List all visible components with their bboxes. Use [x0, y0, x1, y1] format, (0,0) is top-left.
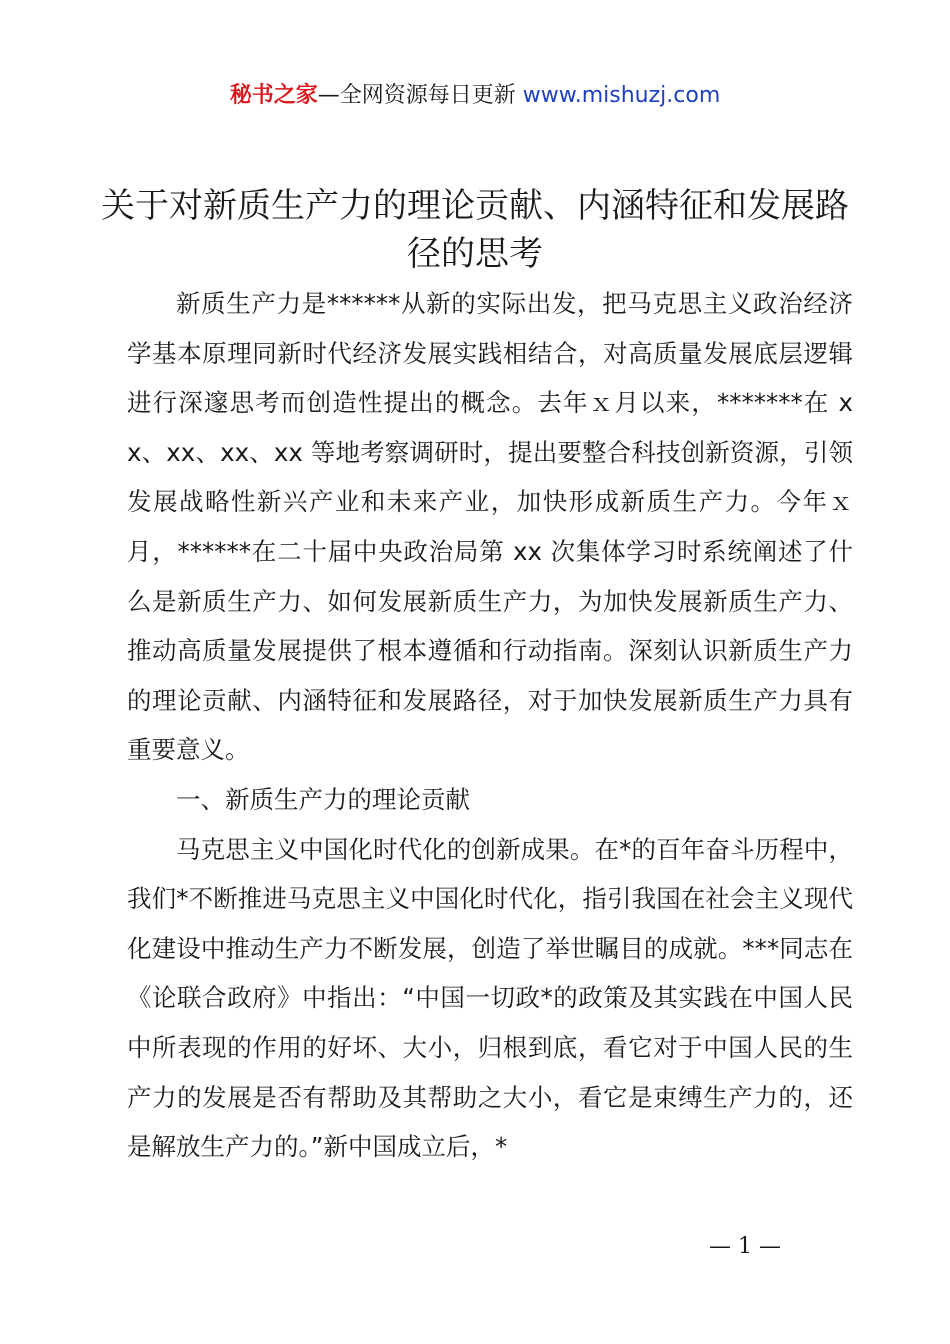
- page-number: — 1 —: [709, 1234, 781, 1259]
- site-header: [0, 80, 950, 112]
- document-body: [127, 279, 853, 1172]
- paragraph-intro: 新质生产力是******从新的实际出发，把马克思主义政治经济学基本原理同新时代经济发展实践相结合，对高质量发展底层逻辑进行深邃思考而创造性提出的概念。去年ｘ月以来，*******在 xx、xx、xx、xx 等地考察调研时，提出要整合科技创新资源，引领发展战略性新兴产业和未来产业，加快形成新质生产力。今年ｘ月，******在二十届中央政治局第 xx 次集体学习时系统阐述了什么是新质生产力、如何发展新质生产力，为加快发展新质生产力、推动高质量发展提供了根本遵循和行动指南。深刻认识新质生产力的理论贡献、内涵特征和发展路径，对于加快发展新质生产力具有重要意义。: [127, 289, 853, 765]
- document-title: 关于对新质生产力的理论贡献、内涵特征和发展路径的思考: [101, 186, 849, 274]
- paragraph-section-one: 马克思主义中国化时代化的创新成果。在*的百年奋斗历程中，我们*不断推进马克思主义中国化时代化，指引我国在社会主义现代化建设中推动生产力不断发展，创造了举世瞩目的成就。***同志在《论联合政府》中指出：“中国一切政*的政策及其实践在中国人民中所表现的作用的好坏、大小，归根到底，看它对于中国人民的生产力的发展是否有帮助及其帮助之大小，看它是束缚生产力的，还是解放生产力的。”新中国成立后，*: [127, 834, 853, 1162]
- site-tagline: —全网资源每日更新: [317, 83, 523, 108]
- section-heading: 一、新质生产力的理论贡献: [176, 784, 470, 814]
- site-url-link[interactable]: www.mishuzj.com: [522, 83, 721, 108]
- site-brand: 秘书之家: [229, 83, 318, 108]
